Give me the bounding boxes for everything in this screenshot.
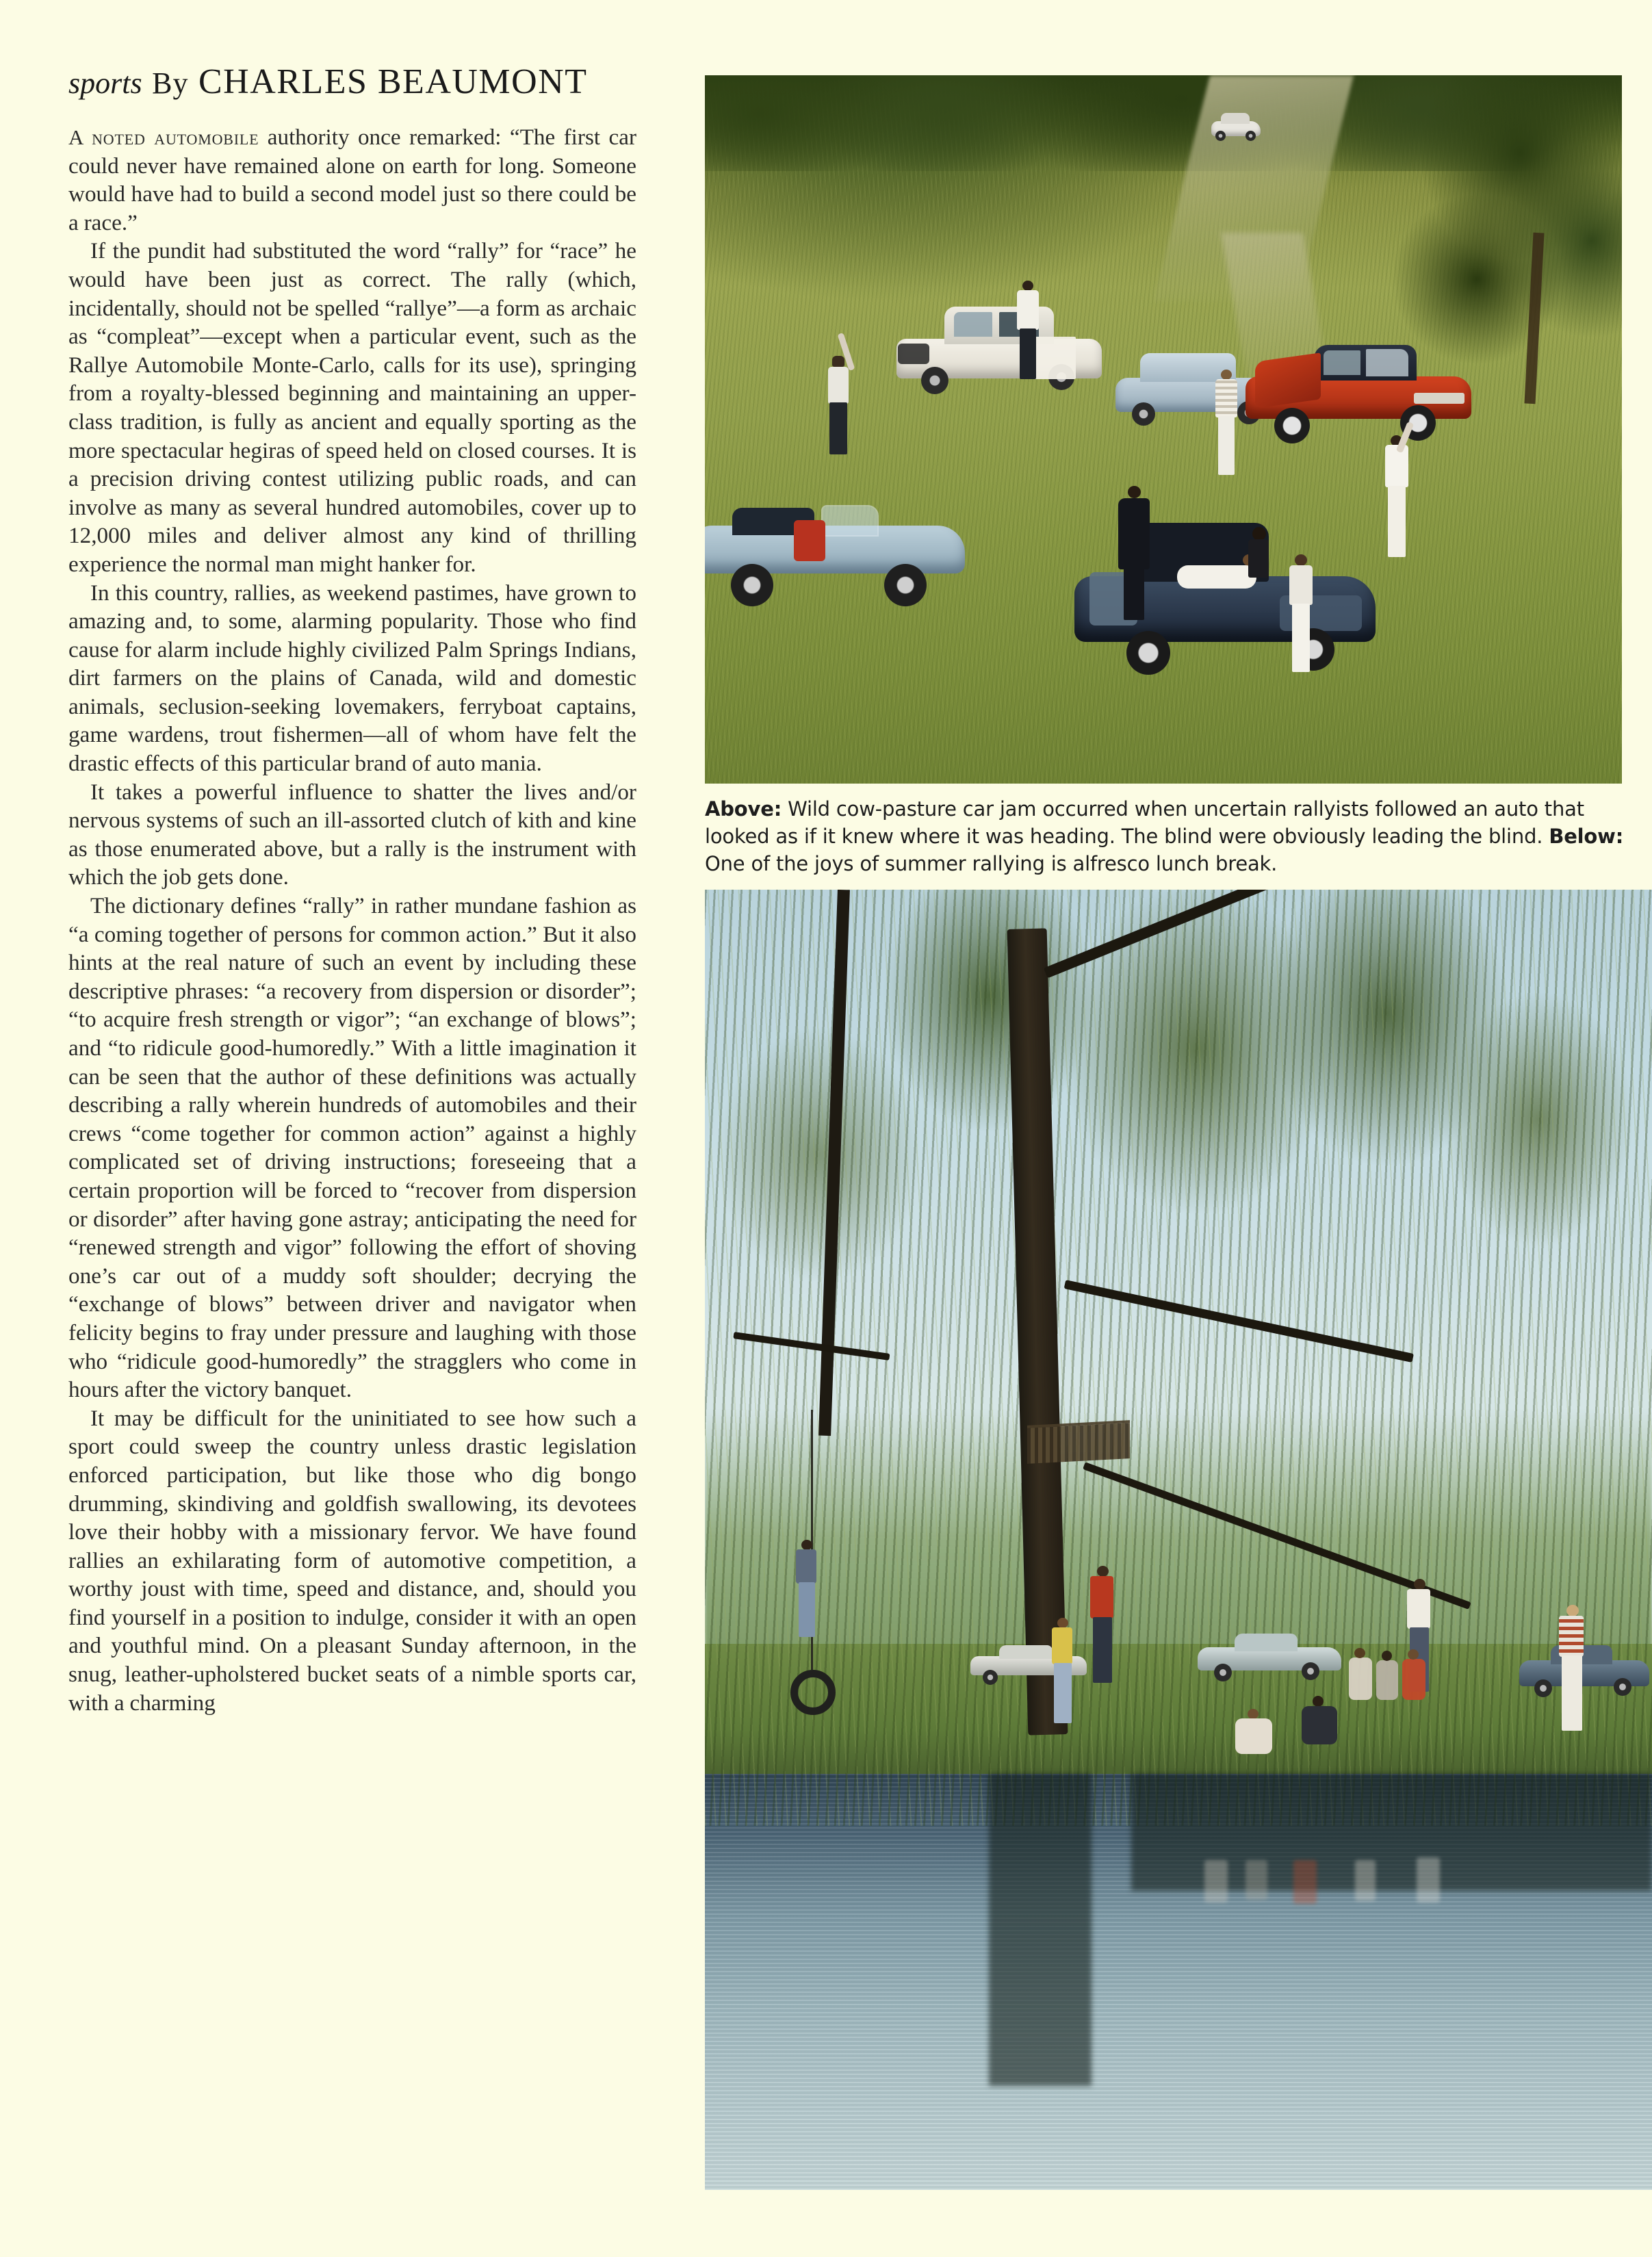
figure-red-shirt-standing [1089, 1566, 1116, 1689]
figure-yellow-top-standing [1050, 1618, 1075, 1727]
car-silver-sports-parked [1198, 1631, 1341, 1679]
car-red-mustang [1246, 342, 1471, 445]
paragraph: In this country, rallies, as weekend pastimes, have grown to amazing and, to some, alarming popularity. Those who find cause for alarm include highly civilized Palm Springs Indians, dirt farmers on the plains of Canada, wild and domestic animals, seclusion-seeking lovemakers, ferryboat captains, game wardens, trout fishermen—all of whom have felt the drastic effects of this particular brand of auto mania. [68, 580, 636, 777]
paragraph: The dictionary defines “rally” in rather mundane fashion as “a coming together of persons for common action.” But it also hints at the real nature of such an event by including these descriptive phrases: “a recovery from dispersion or disorder”; “to acquire fresh strength or vigor”; “an exchange of blows”; and “to ridicule good-humoredly.” With a little imagination it can be seen that the author of these definitions was actually describing a rally wherein hundreds of automobiles and their crews “come together for common action” against a highly complicated set of driving instructions; foreseeing that a certain proportion will be forced to “recover from dispersion or disorder” after having gone astray; anticipating the need for “renewed strength and vigor” following the effort of shoving one’s car out of a muddy soft shoulder; decrying the “exchange of blows” between driver and navigator when felicity begins to fray under pressure and laughing with those who “ridicule good-humoredly” the stragglers who come in hours after the victory banquet. [68, 893, 636, 1403]
paragraph-lead [68, 123, 636, 237]
person-in-striped-top [1213, 370, 1240, 479]
car-light-blue-roadster [705, 493, 965, 616]
figure-on-tire-swing [795, 1540, 819, 1649]
figure-striped-shirt-right [1558, 1605, 1586, 1735]
byline-prefix: By [152, 66, 189, 100]
willow-fronds [705, 890, 1652, 1826]
caption-below-label: Below: [1549, 825, 1624, 848]
paragraph: It may be difficult for the uninitiated to see how such a sport could sweep the country unless drastic legislation enforced participation, but like those who dig bongo drumming, skindiving and goldfish swallowing, its devotees love their hobby with a missionary fervor. We have found rallies an exhilarating form of automotive competition, a worthy joust with time, speed and distance, and, should you find yourself in a position to indulge, consider it with an open and youthful mind. On a pleasant Sunday afternoon, in the snug, leather-upholstered bucket seats of a nimble sports car, with a charming [68, 1405, 636, 1716]
caption-above-text: Wild cow-pasture car jam occurred when uncertain rallyists followed an auto that looked as if it knew where it was heading. The blind were obviously leading the blind. [705, 797, 1584, 848]
car-white-sedan-distant [1211, 113, 1261, 142]
person-dark-suit [1115, 486, 1152, 623]
article-headline [68, 62, 636, 100]
author-name: CHARLES BEAUMONT [198, 62, 588, 101]
tire-swing [790, 1670, 836, 1715]
caption-below-text: One of the joys of summer rallying is alfresco lunch break. [705, 852, 1278, 875]
person-at-white-car [1014, 281, 1042, 383]
paragraph: It takes a powerful influence to shatter the lives and/or nervous systems of such an ill-assorted clutch of kith and kine as those enumerated above, but a rally is the instrument with which the job gets done. [68, 779, 636, 890]
article-column [68, 62, 636, 2197]
article-body [68, 123, 636, 1717]
figure-seated-group-a [1235, 1709, 1274, 1757]
car-white-sedan [896, 301, 1102, 397]
person-waving [823, 356, 854, 459]
section-kicker: sports [68, 66, 142, 100]
person-dark-hair-seated [1246, 527, 1273, 609]
wooden-platform [1027, 1420, 1130, 1464]
person-reaching-mustang [1382, 431, 1412, 561]
lead-small-caps: A noted automobile [68, 125, 259, 149]
reflection-figures [1198, 1800, 1485, 1909]
person-white-outfit-right [1287, 554, 1317, 678]
photo-cow-pasture-car-jam [705, 75, 1622, 784]
paragraph-text: authority once remarked: “The first car could never have remained alone on earth for long. Someone would have had to build a second model just so there could be a race.” [68, 125, 636, 235]
paragraph: If the pundit had substituted the word “rally” for “race” he would have been just as correct. The rally (which, incidentally, should not be spelled “rallye”—a form as archaic as “compleat”—except when a particular event, such as the Rallye Automobile Monte-Carlo, calls for its use), springing from a royalty-blessed beginning and maintaining an upper-class tradition, is fully as ancient and equally sporting as the more spectacular hegiras of speed held on closed courses. It is a precision driving contest utilizing public roads, and can involve as many as several hundred automobiles, cover up to 12,000 miles and deliver almost any kind of thrilling experience the normal man might hanker for. [68, 238, 636, 577]
trunk-reflection [989, 1774, 1092, 2086]
photo-caption [705, 795, 1625, 877]
figure-crowd-cluster [1349, 1644, 1431, 1705]
photo-alfresco-lunch-break [705, 890, 1652, 2190]
figure-seated-group-b [1302, 1696, 1339, 1748]
caption-above-label: Above: [705, 797, 782, 821]
